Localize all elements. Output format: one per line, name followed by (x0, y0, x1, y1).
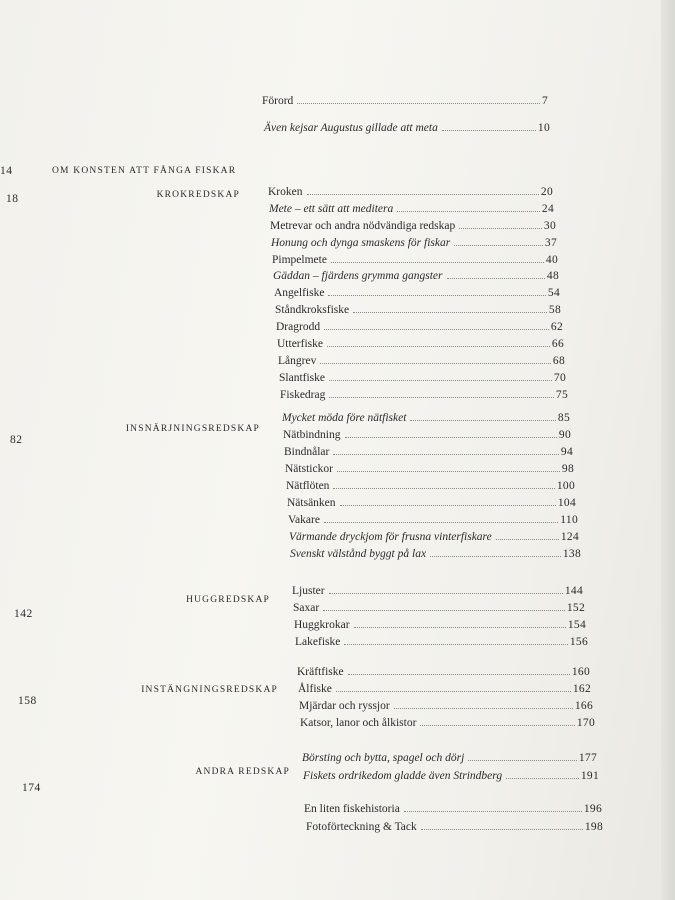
entry-title: Dragrodd (276, 321, 321, 333)
dot-leader (397, 211, 540, 212)
dot-leader (353, 312, 547, 313)
entry-title: Börsting och bytta, spagel och dörj (302, 752, 465, 764)
entry-title: Lakefiske (295, 636, 341, 648)
dot-leader (324, 329, 549, 330)
toc-entry (294, 619, 586, 631)
dot-leader (404, 811, 582, 812)
toc-entry (287, 497, 576, 509)
entry-title: Nätstickor (285, 463, 333, 475)
entry-title: Saxar (293, 602, 320, 614)
entry-page-number: 48 (546, 270, 559, 282)
dot-leader (327, 346, 550, 347)
entry-title: Ljuster (292, 585, 325, 597)
back-entry (304, 803, 602, 815)
entry-page-number: 160 (571, 666, 590, 678)
entry-title: Långrev (278, 355, 317, 367)
toc-entry (276, 321, 563, 333)
section-title: KROKREDSKAP (156, 190, 240, 200)
entry-page-number: 70 (553, 372, 566, 384)
entry-page-number: 85 (557, 412, 570, 424)
dot-leader (323, 610, 565, 611)
toc-entry (280, 389, 568, 401)
entry-page-number: 98 (561, 463, 574, 475)
entry-title: Katsor, lanor och ålkistor (300, 717, 417, 729)
dot-leader (420, 725, 574, 726)
entry-page-number: 90 (558, 429, 571, 441)
toc-entry (271, 237, 557, 249)
dot-leader (410, 420, 555, 421)
entry-page-number: 166 (574, 700, 593, 712)
entry-title: Metrevar och andra nödvändiga redskap (270, 220, 456, 232)
section-page-number: 82 (10, 434, 23, 446)
dot-leader (331, 262, 544, 263)
entry-page-number: 10 (537, 122, 550, 134)
entry-title: Mjärdar och ryssjor (299, 700, 390, 712)
entry-title: Bindnålar (284, 446, 330, 458)
part-page-number: 14 (0, 165, 13, 177)
dot-leader (447, 278, 545, 279)
entry-page-number: 198 (584, 821, 603, 833)
entry-page-number: 37 (544, 237, 557, 249)
toc-entry (282, 412, 570, 424)
entry-title: Kräftfiske (297, 666, 344, 678)
entry-title: Kroken (268, 186, 303, 198)
toc-entry (279, 372, 566, 384)
entry-page-number: 68 (552, 355, 565, 367)
dot-leader (336, 691, 571, 692)
toc-entry (278, 355, 565, 367)
toc-entry (272, 254, 558, 266)
dot-leader (506, 778, 579, 779)
dot-leader (297, 103, 540, 104)
toc-entry (299, 700, 593, 712)
dot-leader (468, 760, 577, 761)
front-entry (264, 122, 550, 134)
toc-entry (286, 480, 575, 492)
toc-entry (270, 220, 556, 232)
entry-title: Honung och dynga smaskens för fiskar (271, 237, 451, 249)
entry-page-number: 94 (560, 446, 573, 458)
toc-entry (275, 304, 561, 316)
entry-title: Fiskedrag (280, 389, 326, 401)
entry-page-number: 124 (560, 531, 579, 543)
part-title: OM KONSTEN ATT FÅNGA FISKAR (52, 166, 237, 176)
toc-entry (302, 752, 597, 764)
entry-page-number: 62 (550, 321, 563, 333)
toc-entry (283, 429, 571, 441)
toc-entry (288, 514, 578, 526)
section-title: INSNÄRJNINGSREDSKAP (125, 424, 260, 434)
entry-page-number: 170 (576, 717, 595, 729)
dot-leader (328, 295, 545, 296)
entry-page-number: 162 (572, 683, 591, 695)
entry-page-number: 66 (551, 338, 564, 350)
toc-entry (285, 463, 574, 475)
dot-leader (307, 194, 539, 195)
dot-leader (333, 488, 554, 489)
section-title: ANDRA REDSKAP (195, 767, 290, 777)
toc-entry (273, 270, 559, 282)
front-entry (262, 95, 548, 107)
toc-entry (284, 446, 573, 458)
entry-page-number: 138 (562, 548, 581, 560)
toc-entry (298, 683, 591, 695)
section-page-number: 142 (14, 608, 33, 620)
section-title: INSTÄNGNINGSREDSKAP (141, 685, 278, 695)
entry-page-number: 20 (540, 186, 553, 198)
entry-title: Värmande dryckjom för frusna vinterfiskare (289, 531, 492, 543)
entry-page-number: 156 (569, 636, 588, 648)
entry-page-number: 144 (564, 585, 583, 597)
toc-entry (290, 548, 581, 560)
entry-page-number: 104 (557, 497, 576, 509)
entry-page-number: 24 (541, 203, 554, 215)
entry-page-number: 196 (583, 803, 602, 815)
dot-leader (333, 454, 559, 455)
section-page-number: 174 (22, 782, 41, 794)
toc-entry (277, 338, 564, 350)
dot-leader (320, 363, 551, 364)
dot-leader (348, 674, 570, 675)
entry-page-number: 154 (567, 619, 586, 631)
entry-title: Vakare (288, 514, 320, 526)
dot-leader (459, 228, 542, 229)
dot-leader (345, 437, 557, 438)
toc-entry (292, 585, 583, 597)
dot-leader (329, 380, 552, 381)
toc-entry (300, 717, 595, 729)
entry-title: Gäddan – fjärdens grymma gangster (273, 270, 443, 282)
entry-title: En liten fiskehistoria (304, 803, 400, 815)
toc-entry (295, 636, 588, 648)
dot-leader (496, 539, 559, 540)
entry-title: Pimpelmete (272, 254, 327, 266)
entry-title: Utterfiske (277, 338, 323, 350)
toc-entry (297, 666, 590, 678)
toc-entry (289, 531, 579, 543)
entry-title: Slantfiske (279, 372, 325, 384)
entry-title: Nätflöten (286, 480, 330, 492)
dot-leader (340, 505, 556, 506)
entry-page-number: 110 (560, 514, 578, 526)
back-entry (306, 821, 603, 833)
entry-title: Nätsänken (287, 497, 336, 509)
dot-leader (442, 130, 536, 131)
entry-page-number: 40 (545, 254, 558, 266)
dot-leader (430, 556, 561, 557)
section-page-number: 158 (18, 695, 37, 707)
entry-page-number: 30 (543, 220, 556, 232)
dot-leader (329, 593, 563, 594)
entry-title: Ålfiske (298, 683, 332, 695)
entry-title: Nätbindning (283, 429, 341, 441)
section-title: HUGGREDSKAP (186, 595, 270, 605)
entry-page-number: 7 (541, 95, 548, 107)
page-edge (661, 0, 675, 900)
entry-title: Angelfiske (274, 287, 325, 299)
entry-title: Fotoförteckning & Tack (306, 821, 417, 833)
entry-page-number: 177 (578, 752, 597, 764)
entry-page-number: 191 (580, 770, 599, 782)
toc-entry (303, 770, 599, 782)
dot-leader (454, 245, 543, 246)
entry-title: Mete – ett sätt att meditera (269, 203, 394, 215)
toc-entry (269, 203, 554, 215)
entry-title: Förord (262, 95, 294, 107)
section-page-number: 18 (6, 193, 19, 205)
dot-leader (337, 471, 560, 472)
entry-title: Fiskets ordrikedom gladde även Strindberg (303, 770, 503, 782)
entry-title: Ståndkroksfiske (275, 304, 350, 316)
entry-title: Huggkrokar (294, 619, 350, 631)
entry-title: Även kejsar Augustus gillade att meta (264, 122, 438, 134)
dot-leader (324, 522, 558, 523)
dot-leader (344, 644, 568, 645)
entry-page-number: 58 (548, 304, 561, 316)
toc-entry (268, 186, 553, 198)
entry-page-number: 152 (566, 602, 585, 614)
toc-entry (293, 602, 585, 614)
dot-leader (329, 397, 554, 398)
entry-page-number: 75 (555, 389, 568, 401)
entry-title: Svenskt välstånd byggt på lax (290, 548, 427, 560)
entry-page-number: 100 (556, 480, 575, 492)
dot-leader (394, 708, 573, 709)
entry-title: Mycket möda före nätfisket (282, 412, 407, 424)
entry-page-number: 54 (547, 287, 560, 299)
toc-entry (274, 287, 560, 299)
dot-leader (354, 627, 566, 628)
dot-leader (421, 829, 583, 830)
